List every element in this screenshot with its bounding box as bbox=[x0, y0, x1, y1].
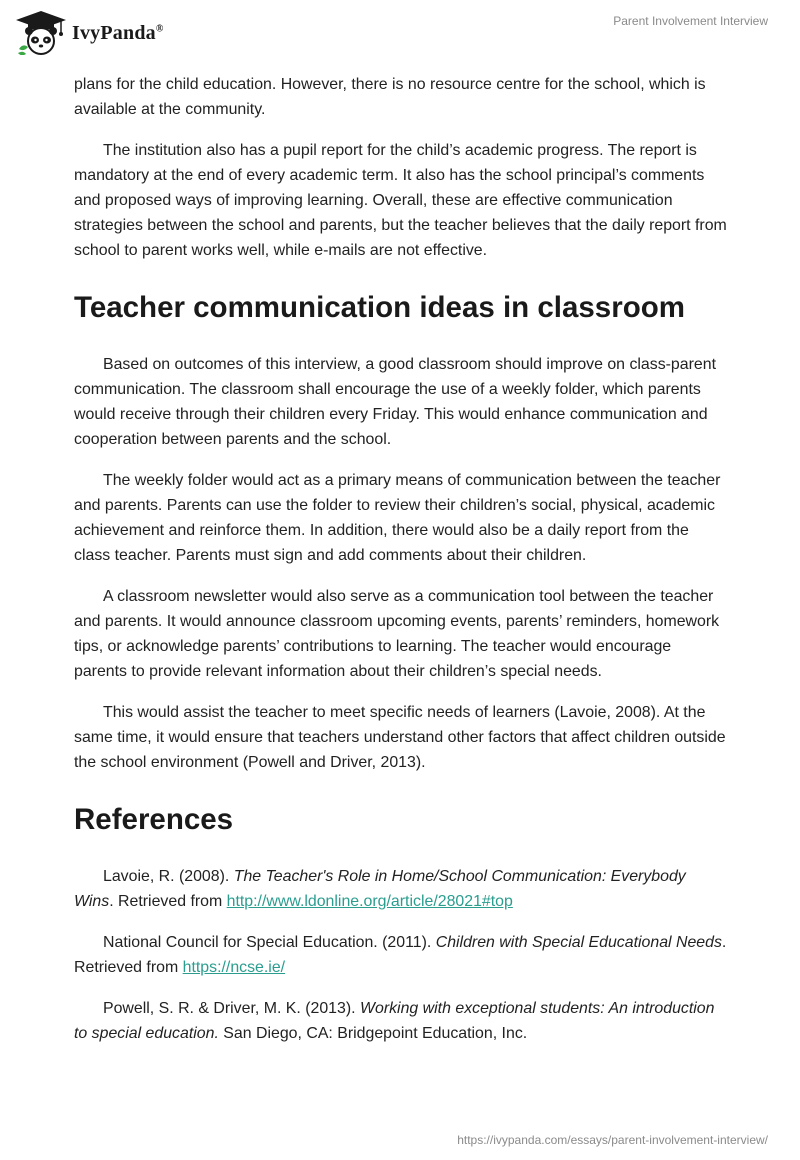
essay-content bbox=[74, 72, 728, 1062]
references-heading: References bbox=[74, 803, 234, 836]
reference-item: National Council for Special Education. (2011). Children with Special Educational Needs. Retrieved from https://ncse.ie/ bbox=[74, 934, 727, 976]
brand-logo[interactable] bbox=[14, 9, 164, 55]
reference-link[interactable]: https://ncse.ie/ bbox=[182, 959, 286, 976]
document-title: Parent Involvement Interview bbox=[613, 14, 768, 28]
reference-item: Lavoie, R. (2008). The Teacher's Role in Home/School Communication: Everybody Wins. Retrieved from http://www.ldonline.org/article/28021#top bbox=[74, 868, 686, 910]
reference-item: Powell, S. R. & Driver, M. K. (2013). Working with exceptional students: An introduction to special education. San Diego, CA: Bridgepoint Education, Inc. bbox=[74, 1000, 715, 1042]
panda-graduation-cap-icon bbox=[14, 9, 68, 55]
section-heading: Teacher communication ideas in classroom bbox=[74, 291, 685, 324]
paragraph: This would assist the teacher to meet specific needs of learners (Lavoie, 2008). At the same time, it would ensure that teachers understand other factors that affect children outside the school environment (Powell and Driver, 2013). bbox=[74, 704, 726, 771]
paragraph: plans for the child education. However, there is no resource centre for the school, which is available at the community. bbox=[74, 76, 706, 118]
paragraph: The weekly folder would act as a primary means of communication between the teacher and parents. Parents can use the folder to review their children’s social, physical, academic achievement and reinforce them. In addition, there would also be a daily report from the class teacher. Parents must sign and add comments about their children. bbox=[74, 472, 721, 564]
reference-link[interactable]: http://www.ldonline.org/article/28021#top bbox=[226, 893, 513, 910]
paragraph: A classroom newsletter would also serve as a communication tool between the teacher and parents. It would announce classroom upcoming events, parents’ reminders, homework tips, or acknowledge parents’ contributions to learning. The teacher would encourage parents to provide relevant information about their children’s special needs. bbox=[74, 588, 720, 680]
brand-name: IvyPanda® bbox=[72, 21, 164, 44]
source-url: https://ivypanda.com/essays/parent-involvement-interview/ bbox=[457, 1133, 768, 1147]
paragraph: The institution also has a pupil report for the child’s academic progress. The report is mandatory at the end of every academic term. It also has the school principal’s comments and proposed ways of improving learning. Overall, these are effective communication strategies between the school and parents, but the teacher believes that the daily report from school to parent works well, while e-mails are not effective. bbox=[74, 142, 727, 259]
paragraph: Based on outcomes of this interview, a good classroom should improve on class-parent communication. The classroom shall encourage the use of a weekly folder, which parents would receive through their children every Friday. This would enhance communication and cooperation between parents and the school. bbox=[74, 356, 716, 448]
